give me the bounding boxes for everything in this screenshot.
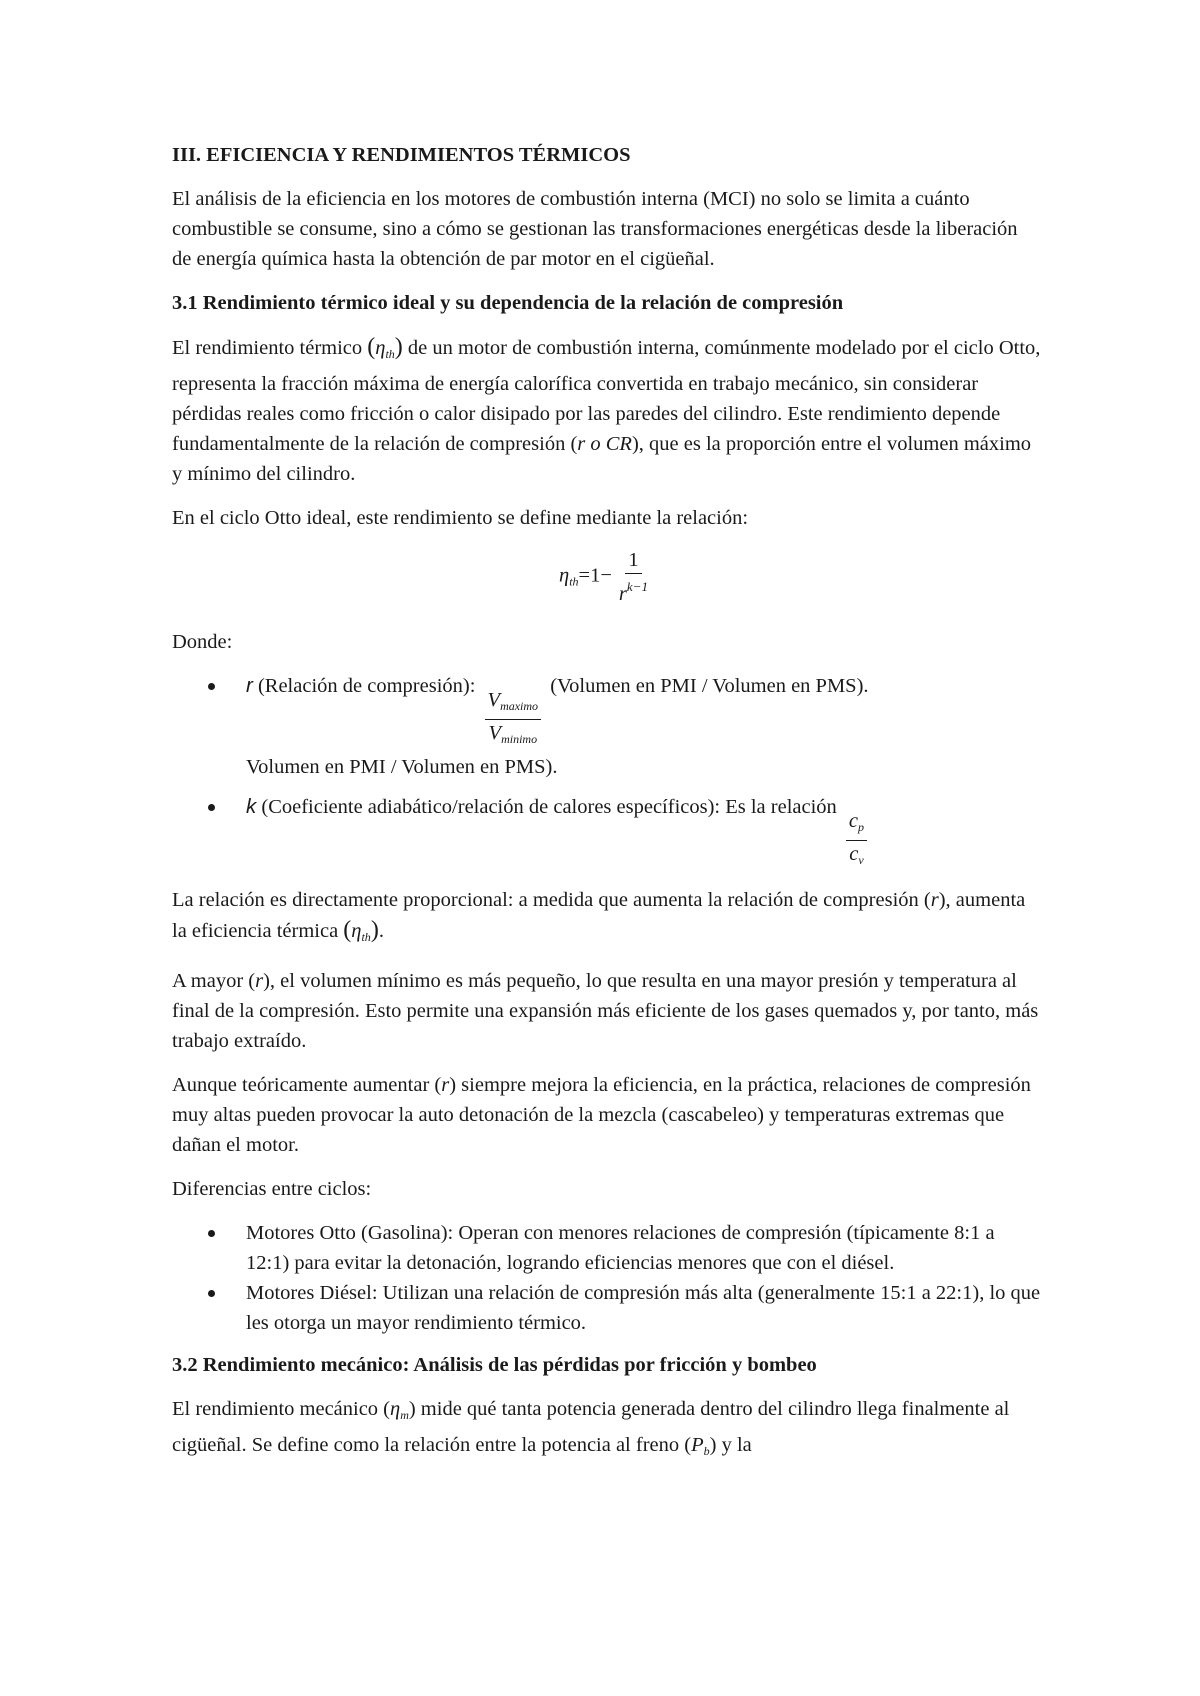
section-3-1-paragraph-5: Aunque teóricamente aumentar (r) siempre mejora la eficiencia, en la práctica, relaciones de compresión muy altas pueden provocar la auto detonación de la mezcla (cascabeleo) y temperaturas extremas que dañan el motor. bbox=[172, 1074, 1031, 1156]
cycles-list bbox=[172, 1218, 1042, 1338]
eta-th-symbol: η bbox=[375, 337, 386, 359]
equation-fraction: $\frac{1}{r^{k-1}}$ bbox=[618, 549, 648, 605]
donde-label: Donde: bbox=[172, 631, 233, 653]
list-item: r (Relación de compresión): $\frac{V_{maximo}}{V_{minimo}}$ (Volumen en PMI / Volumen en PMS). Volumen en PMI / Volumen en PMS). bbox=[246, 671, 1042, 782]
section-3-1-paragraph-4: A mayor (r), el volumen mínimo es más pequeño, lo que resulta en una mayor presión y temperatura al final de la compresión. Esto permite una expansión más eficiente de los gases quemados y, por tanto, más trabajo extraído. bbox=[172, 970, 1039, 1052]
section-3-1-paragraph-2: En el ciclo Otto ideal, este rendimiento se define mediante la relación: bbox=[172, 507, 749, 529]
chapter-heading: III. EFICIENCIA Y RENDIMIENTOS TÉRMICOS bbox=[172, 144, 631, 166]
list-item: Motores Diésel: Utilizan una relación de compresión más alta (generalmente 15:1 a 22:1), lo que les otorga un mayor rendimiento térmico. bbox=[246, 1278, 1042, 1338]
list-item: Motores Otto (Gasolina): Operan con menores relaciones de compresión (típicamente 8:1 a 12:1) para evitar la detonación, logrando eficiencias menores que con el diésel. bbox=[246, 1218, 1042, 1278]
section-3-2-paragraph-1: El rendimiento mecánico $(\eta_m)$ mide qué tanta potencia generada dentro del cilindro llega finalmente al cigüeñal. Se define como la relación entre la potencia al freno $(P_b)$ y la bbox=[172, 1398, 1010, 1458]
section-3-1-paragraph-6: Diferencias entre ciclos: bbox=[172, 1178, 372, 1200]
section-3-2-title: 3.2 Rendimiento mecánico: Análisis de las pérdidas por fricción y bombeo bbox=[172, 1354, 817, 1376]
section-3-1-paragraph-1: El rendimiento térmico $(\eta_{th})$ de un motor de combustión interna, comúnmente modelado por el ciclo Otto, representa la fracción máxima de energía calorífica convertida en trabajo mecánico, sin considerar pérdidas reales como fricción o calor disipado por las paredes del cilindro. Este rendimiento depende fundamentalmente de la relación de compresión (r o CR), que es la proporción entre el volumen máximo y mínimo del cilindro. bbox=[172, 334, 1041, 485]
list-item: k (Coeficiente adiabático/relación de calores específicos): Es la relación $\frac{c_p}{c_v}$ bbox=[246, 792, 1042, 873]
variables-list bbox=[172, 671, 1042, 873]
otto-efficiency-equation: $\eta_{th}=1-$ $\frac{1}{r^{k-1}}$ bbox=[172, 547, 1042, 613]
heat-ratio-fraction: $\frac{c_p}{c_v}$ bbox=[846, 808, 867, 873]
section-3-1-title: 3.1 Rendimiento térmico ideal y su dependencia de la relación de compresión bbox=[172, 292, 844, 314]
r-or-cr-symbol: r o CR bbox=[577, 433, 632, 455]
section-3-1-paragraph-3: La relación es directamente proporcional: a medida que aumenta la relación de compresión (r), aumenta la eficiencia térmica $(\eta_{th})$. bbox=[172, 889, 1026, 944]
intro-paragraph: El análisis de la eficiencia en los motores de combustión interna (MCI) no solo se limita a cuánto combustible se consume, sino a cómo se gestionan las transformaciones energéticas desde la liberación de energía química hasta la obtención de par motor en el cigüeñal. bbox=[172, 188, 1018, 270]
document-content bbox=[172, 140, 1042, 1480]
volume-ratio-fraction: $\frac{V_{maximo}}{V_{minimo}}$ bbox=[485, 687, 542, 752]
